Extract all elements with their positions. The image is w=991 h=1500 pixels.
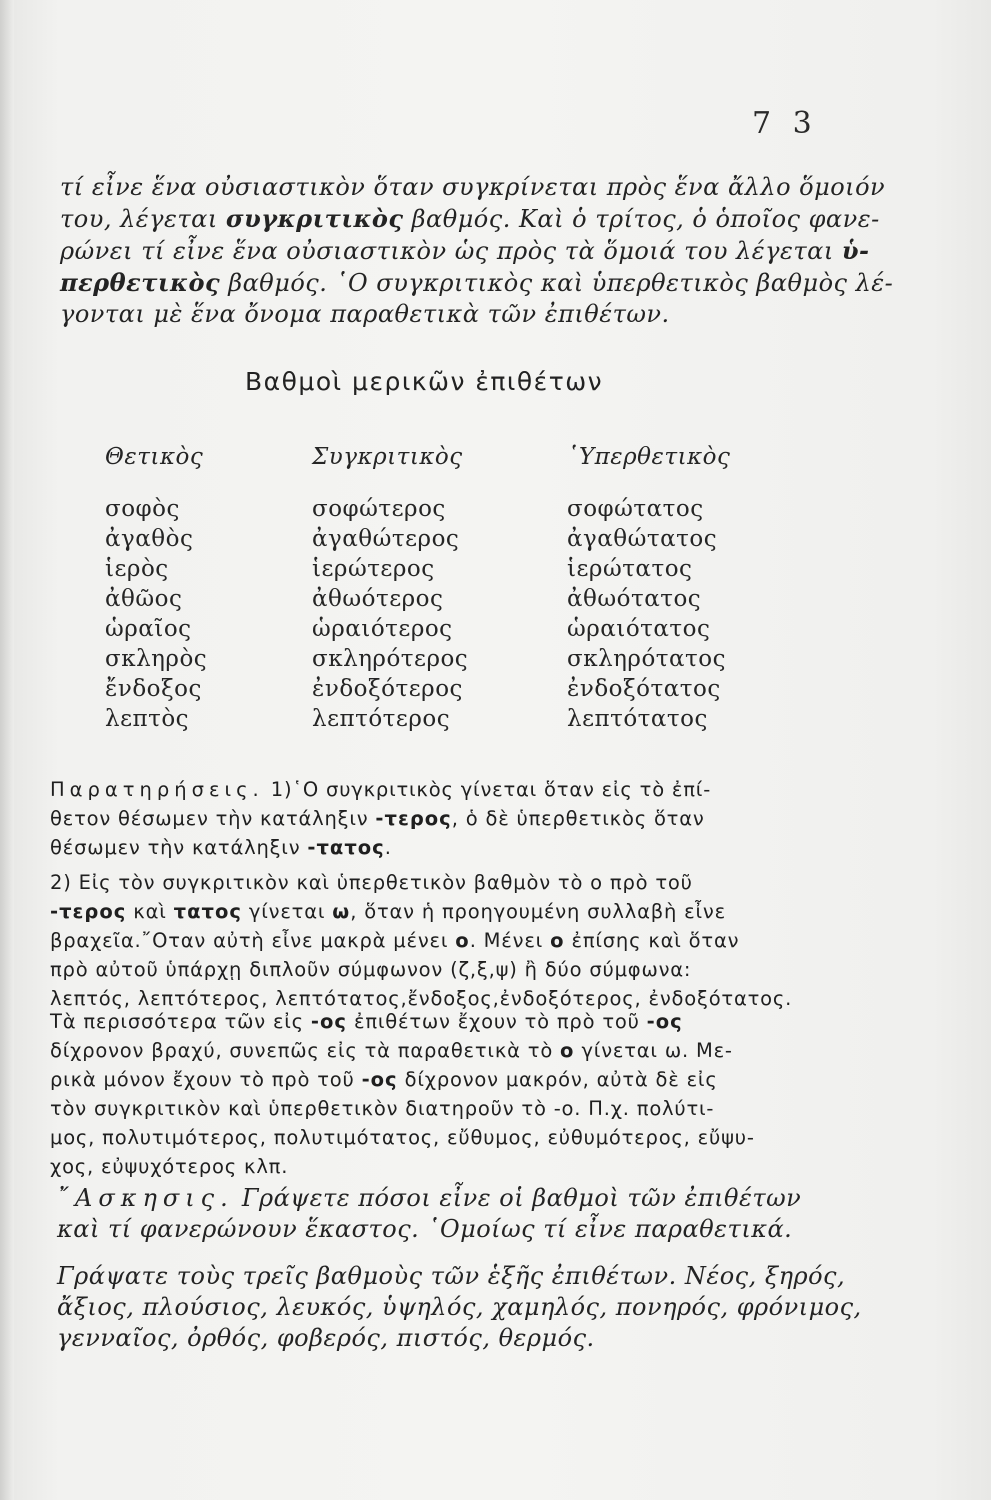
paragraph-line: χος, εὐψυχότερος κλπ. <box>50 1155 289 1178</box>
intro-line: γονται μὲ ἕνα ὄνομα παραθετικὰ τῶν ἐπιθέτων. <box>60 300 670 328</box>
table-cell: ἐνδοξότατος <box>567 676 721 702</box>
column-superlative <box>567 444 730 734</box>
table-cell: λεπτὸς <box>105 706 190 732</box>
remarks-line: θετον θέσωμεν τὴν κατάληξιν -τερος, ὁ δὲ ὑπερθετικὸς ὅταν <box>50 807 705 830</box>
column-header: Συγκριτικὸς <box>312 444 463 470</box>
paragraph-line: δίχρονον βραχύ, συνεπῶς εἰς τὰ παραθετικὰ τὸ ο γίνεται ω. Με- <box>50 1039 733 1062</box>
column-positive <box>105 444 207 734</box>
table-cell: ὡραιότατος <box>567 616 711 642</box>
suffix-comparative: -τερος <box>375 807 452 830</box>
table-cell: σκληρὸς <box>105 646 208 672</box>
intro-line: περθετικὸς βαθμός. ῾Ο συγκριτικὸς καὶ ὑπερθετικὸς βαθμὸς λέ- <box>60 268 894 297</box>
table-cell: ἀγαθώτατος <box>567 526 718 552</box>
table-cell: σοφώτερος <box>312 496 446 522</box>
remark-line: -τερος καὶ τατος γίνεται ω, ὅταν ἡ προηγουμένη συλλαβὴ εἶνε <box>50 900 726 923</box>
suffix-superlative: -τατος <box>307 836 385 859</box>
table-cell: ἔνδοξος <box>105 676 202 702</box>
column-header: Θετικὸς <box>105 444 204 470</box>
remarks-line: Παρατηρήσεις. 1)῾Ο συγκριτικὸς γίνεται ὅταν εἰς τὸ ἐπί- <box>50 778 712 801</box>
table-cell: ἀγαθὸς <box>105 526 194 552</box>
intro-line: του, λέγεται συγκριτικὸς βαθμός. Καὶ ὁ τρίτος, ὁ ὁποῖος φανε- <box>60 204 880 233</box>
table-cell: σοφώτατος <box>567 496 704 522</box>
remark-line: λεπτός, λεπτότερος, λεπτότατος,ἔνδοξος,ἐνδοξότερος, ἐνδοξότατος. <box>50 987 793 1010</box>
remark-2 <box>50 868 880 1013</box>
table-cell: ὡραῖος <box>105 616 192 642</box>
column-header: ῾Υπερθετικὸς <box>567 444 731 470</box>
table-cell: ἱερὸς <box>105 556 169 582</box>
page-number: 7 3 <box>752 106 818 141</box>
remarks-section <box>50 775 880 862</box>
term-comparative: συγκριτικὸς <box>225 204 404 233</box>
paragraph-line: ρικὰ μόνον ἔχουν τὸ πρὸ τοῦ -ος δίχρονον μακρόν, αὐτὰ δὲ εἰς <box>50 1068 718 1091</box>
paragraph-line: μος, πολυτιμότερος, πολυτιμότατος, εὔθυμος, εὐθυμότερος, εὔψυ- <box>50 1126 755 1149</box>
intro-paragraph <box>60 172 894 330</box>
exercise-section <box>57 1183 887 1245</box>
remark-line: βραχεῖα.῎Οταν αὐτὴ εἶνε μακρὰ μένει ο. Μένει ο ἐπίσης καὶ ὅταν <box>50 929 740 952</box>
exercise-line: Γράψατε τοὺς τρεῖς βαθμοὺς τῶν ἑξῆς ἐπιθέτων. Νέος, ξηρός, <box>57 1262 846 1290</box>
table-cell: ἀθῶος <box>105 586 183 612</box>
binding-edge <box>0 0 14 1500</box>
table-cell: σκληρότατος <box>567 646 727 672</box>
table-cell: λεπτότατος <box>567 706 708 732</box>
table-cell: ὡραιότερος <box>312 616 453 642</box>
table-cell: λεπτότερος <box>312 706 451 732</box>
table-cell: σοφὸς <box>105 496 180 522</box>
table-cell: ἀθωότατος <box>567 586 702 612</box>
paragraph-line: τὸν συγκριτικὸν καὶ ὑπερθετικὸν διατηροῦν τὸ -ο. Π.χ. πολύτι- <box>50 1097 715 1120</box>
remark-line: πρὸ αὐτοῦ ὑπάρχῃ διπλοῦν σύμφωνον (ζ,ξ,ψ) ἢ δύο σύμφωνα: <box>50 958 692 981</box>
term-superlative: περθετικὸς <box>60 268 221 297</box>
table-cell: ἀγαθώτερος <box>312 526 460 552</box>
rule-paragraph <box>50 1007 880 1181</box>
exercise-line: ῎Ασκησις. Γράψετε πόσοι εἶνε οἱ βαθμοὶ τῶν ἐπιθέτων <box>57 1184 802 1212</box>
intro-line: ρώνει τί εἶνε ἕνα οὐσιαστικὸν ὡς πρὸς τὰ ὅμοιά του λέγεται ὑ- <box>60 236 870 265</box>
paragraph-line: Τὰ περισσότερα τῶν εἰς -ος ἐπιθέτων ἔχουν τὸ πρὸ τοῦ -ος <box>50 1010 683 1033</box>
table-cell: ἱερώτερος <box>312 556 435 582</box>
exercise-label: ῎Ασκησις. <box>57 1184 234 1212</box>
table-cell: ἱερώτατος <box>567 556 693 582</box>
table-cell: ἐνδοξότερος <box>312 676 463 702</box>
exercise-line: γενναῖος, ὀρθός, φοβερός, πιστός, θερμός. <box>57 1324 595 1352</box>
table-cell: ἀθωότερος <box>312 586 444 612</box>
table-cell: σκληρότερος <box>312 646 469 672</box>
table-title: Βαθμοὶ μερικῶν ἐπιθέτων <box>245 367 604 396</box>
remarks-line: θέσωμεν τὴν κατάληξιν -τατος. <box>50 836 392 859</box>
remark-line: 2) Εἰς τὸν συγκριτικὸν καὶ ὑπερθετικὸν βαθμὸν τὸ ο πρὸ τοῦ <box>50 871 693 894</box>
intro-line: τί εἶνε ἕνα οὐσιαστικὸν ὅταν συγκρίνεται πρὸς ἕνα ἄλλο ὅμοιόν <box>60 173 886 201</box>
exercise-line: καὶ τί φανερώνουν ἕκαστος. ῾Ομοίως τί εἶνε παραθετικά. <box>57 1215 793 1243</box>
exercise-task <box>57 1261 887 1354</box>
exercise-line: ἄξιος, πλούσιος, λευκός, ὑψηλός, χαμηλός, πονηρός, φρόνιμος, <box>57 1293 862 1321</box>
remarks-label: Παρατηρήσεις. <box>50 778 264 801</box>
column-comparative <box>312 444 468 734</box>
